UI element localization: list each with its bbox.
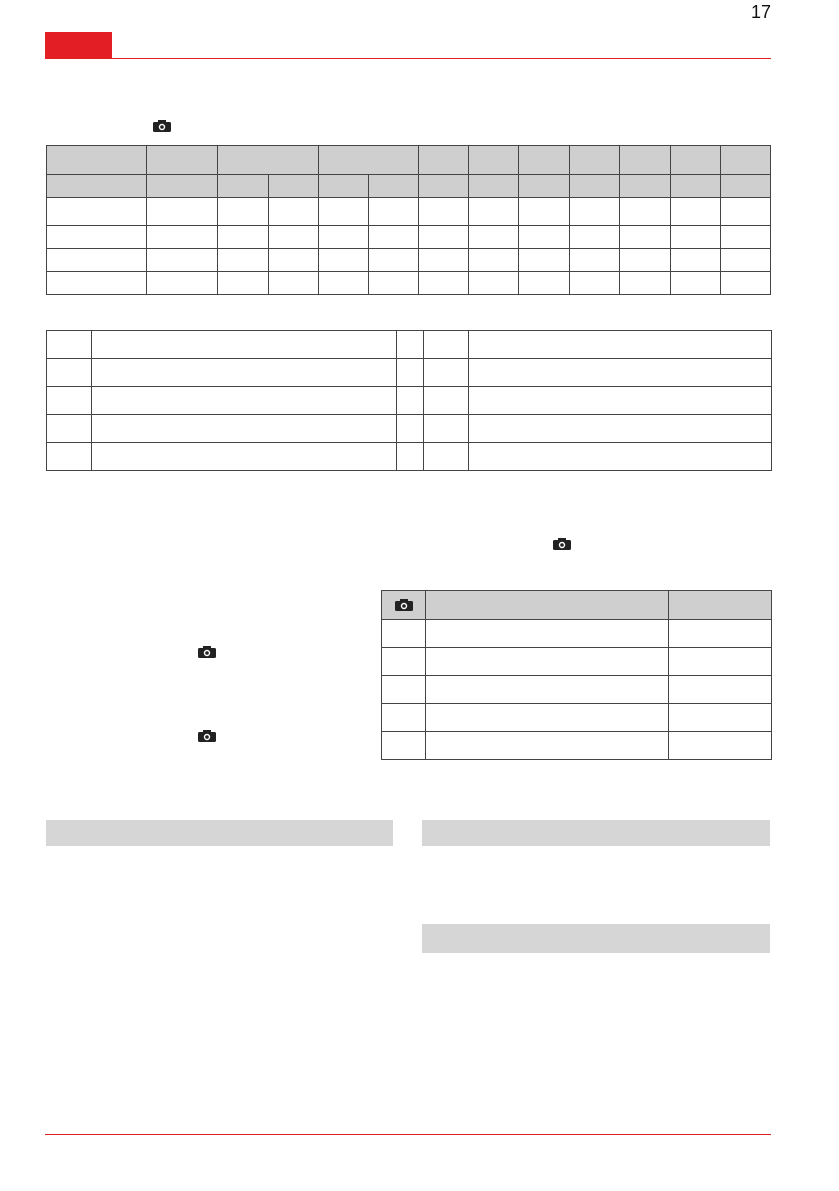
table-cell: [47, 359, 92, 387]
spec-header-cell: [147, 146, 218, 175]
table-cell: [368, 249, 418, 272]
table-cell: [620, 249, 670, 272]
spec-header-cell: [620, 175, 670, 198]
table-cell: [397, 443, 424, 471]
table-cell: [382, 620, 426, 648]
spec-header-row-1: [47, 146, 771, 175]
spec-header-row-2: [47, 175, 771, 198]
table-cell: [47, 415, 92, 443]
table-cell: [669, 732, 772, 760]
table-cell: [397, 387, 424, 415]
table-cell: [397, 415, 424, 443]
table-cell: [382, 704, 426, 732]
spec-header-cell: [670, 146, 720, 175]
section-heading-right-1: [422, 820, 770, 846]
table-cell: [669, 620, 772, 648]
table-cell: [469, 415, 772, 443]
spec-header-cell: [318, 175, 368, 198]
table-cell: [92, 359, 397, 387]
table-cell: [519, 272, 570, 295]
spec-header-cell: [418, 146, 468, 175]
spec-header-cell: [720, 175, 770, 198]
footer-rule: [45, 1134, 771, 1135]
spec-header-cell: [620, 146, 670, 175]
parts-header-row: [382, 591, 772, 620]
spec-header-cell: [670, 175, 720, 198]
table-cell: [670, 249, 720, 272]
table-cell: [469, 226, 519, 249]
spec-header-cell: [218, 146, 318, 175]
table-cell: [720, 272, 770, 295]
table-cell: [382, 732, 426, 760]
table-cell: [92, 443, 397, 471]
table-cell: [47, 331, 92, 359]
table-cell: [620, 226, 670, 249]
table-cell: [426, 676, 669, 704]
table-row: [47, 198, 771, 226]
table-cell: [720, 226, 770, 249]
table-cell: [418, 226, 468, 249]
header-rule: [45, 58, 771, 59]
camera-icon: [395, 599, 413, 611]
table-cell: [47, 249, 147, 272]
camera-header-cell: [382, 591, 426, 620]
table-cell: [670, 226, 720, 249]
table-row: [47, 272, 771, 295]
table-cell: [268, 198, 318, 226]
table-cell: [620, 198, 670, 226]
table-row: [47, 443, 772, 471]
table-cell: [720, 198, 770, 226]
table-cell: [469, 387, 772, 415]
section-heading-right-2: [422, 924, 770, 953]
table-cell: [368, 272, 418, 295]
table-cell: [218, 198, 268, 226]
table-cell: [469, 249, 519, 272]
table-row: [382, 676, 772, 704]
table-cell: [418, 272, 468, 295]
table-cell: [469, 443, 772, 471]
table-cell: [368, 226, 418, 249]
page-number: 17: [750, 2, 771, 22]
table-cell: [318, 249, 368, 272]
table-row: [47, 226, 771, 249]
table-row: [382, 704, 772, 732]
section-heading-left: [46, 820, 393, 846]
spec-header-cell: [147, 175, 218, 198]
table-row: [47, 249, 771, 272]
table-row: [47, 415, 772, 443]
table-cell: [570, 272, 620, 295]
camera-icon: [153, 120, 171, 132]
table-cell: [92, 331, 397, 359]
table-cell: [218, 226, 268, 249]
camera-icon: [553, 538, 571, 550]
table-cell: [519, 249, 570, 272]
spec-header-cell: [218, 175, 268, 198]
spec-header-cell: [570, 146, 620, 175]
table-cell: [570, 249, 620, 272]
table-cell: [318, 198, 368, 226]
table-cell: [418, 249, 468, 272]
table-cell: [268, 226, 318, 249]
spec-header-cell: [469, 146, 519, 175]
spec-header-cell: [519, 175, 570, 198]
table-cell: [424, 359, 469, 387]
table-cell: [47, 226, 147, 249]
table-cell: [669, 676, 772, 704]
table-cell: [268, 272, 318, 295]
table-cell: [47, 443, 92, 471]
table-row: [47, 387, 772, 415]
table-row: [382, 648, 772, 676]
spec-header-cell: [720, 146, 770, 175]
parts-table: [381, 590, 772, 760]
camera-icon: [198, 646, 216, 658]
table-cell: [469, 198, 519, 226]
spec-header-cell: [368, 175, 418, 198]
table-cell: [426, 732, 669, 760]
table-cell: [218, 249, 268, 272]
table-cell: [382, 676, 426, 704]
table-cell: [424, 415, 469, 443]
parts-header-cell: [669, 591, 772, 620]
table-cell: [469, 331, 772, 359]
spec-header-cell: [418, 175, 468, 198]
spec-table: [46, 145, 771, 295]
table-cell: [318, 226, 368, 249]
table-cell: [92, 387, 397, 415]
table-cell: [570, 198, 620, 226]
table-row: [382, 732, 772, 760]
camera-icon: [198, 730, 216, 742]
table-cell: [147, 198, 218, 226]
table-cell: [424, 443, 469, 471]
table-cell: [426, 704, 669, 732]
spec-header-cell: [268, 175, 318, 198]
table-cell: [720, 249, 770, 272]
brand-tab: [45, 32, 112, 59]
spec-header-cell: [469, 175, 519, 198]
table-cell: [620, 272, 670, 295]
parts-header-cell: [426, 591, 669, 620]
legend-table: [46, 330, 772, 471]
table-cell: [469, 359, 772, 387]
spec-header-cell: [47, 146, 147, 175]
spec-header-cell: [318, 146, 418, 175]
table-row: [47, 331, 772, 359]
table-cell: [368, 198, 418, 226]
table-cell: [47, 198, 147, 226]
table-cell: [92, 415, 397, 443]
table-cell: [519, 226, 570, 249]
table-row: [382, 620, 772, 648]
table-cell: [418, 198, 468, 226]
spec-header-cell: [519, 146, 570, 175]
table-cell: [426, 648, 669, 676]
table-cell: [147, 249, 218, 272]
table-cell: [424, 331, 469, 359]
table-cell: [147, 226, 218, 249]
table-cell: [268, 249, 318, 272]
table-cell: [670, 272, 720, 295]
table-cell: [47, 387, 92, 415]
table-cell: [147, 272, 218, 295]
table-cell: [382, 648, 426, 676]
table-cell: [218, 272, 268, 295]
table-cell: [570, 226, 620, 249]
table-cell: [469, 272, 519, 295]
table-cell: [424, 387, 469, 415]
table-cell: [47, 272, 147, 295]
table-cell: [519, 198, 570, 226]
table-cell: [670, 198, 720, 226]
table-row: [47, 359, 772, 387]
spec-header-cell: [47, 175, 147, 198]
table-cell: [669, 648, 772, 676]
spec-header-cell: [570, 175, 620, 198]
table-cell: [397, 359, 424, 387]
table-cell: [397, 331, 424, 359]
table-cell: [669, 704, 772, 732]
table-cell: [426, 620, 669, 648]
table-cell: [318, 272, 368, 295]
